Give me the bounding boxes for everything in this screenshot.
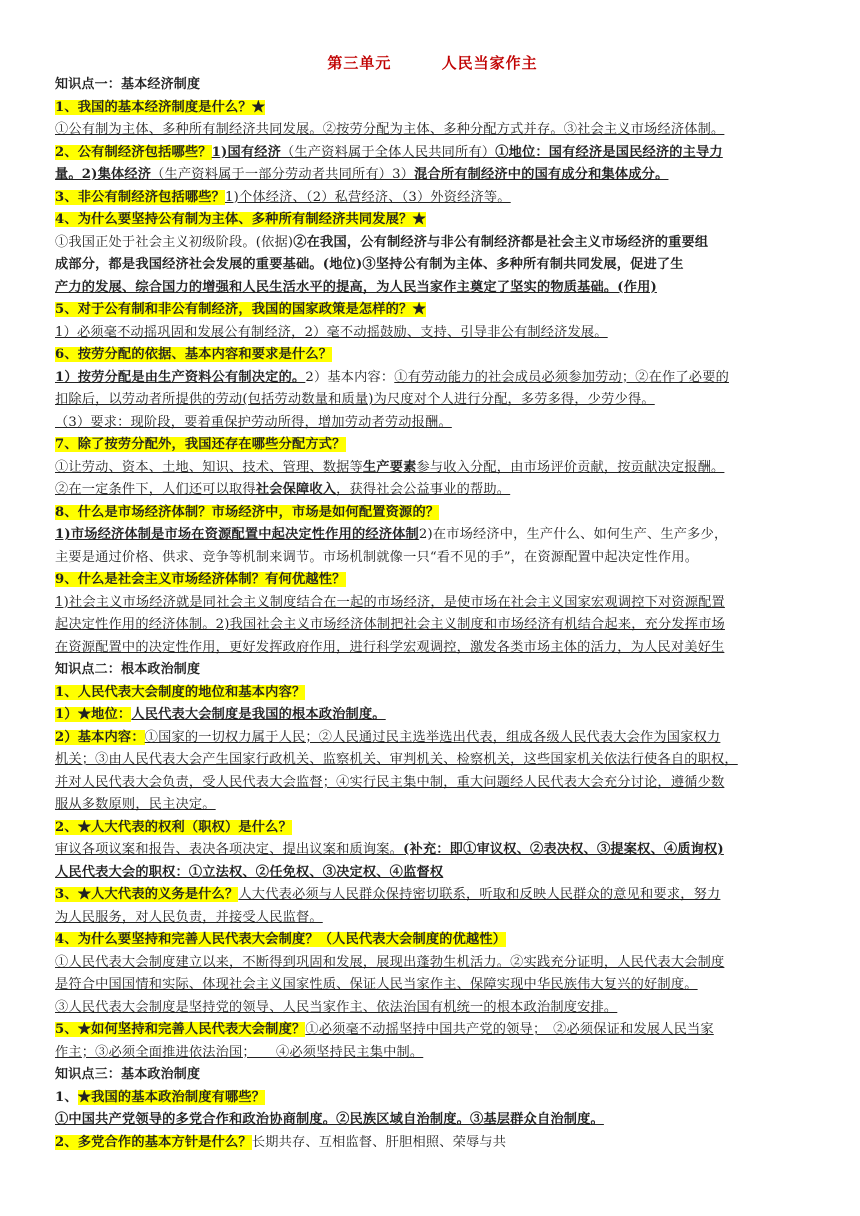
- text-segment: ①必须毫不动摇坚持中国共产党的领导； ②必须保证和发展人民当家: [305, 1022, 714, 1037]
- text-segment: ③人民代表大会制度是坚持党的领导、人民当家作主、依法治国有机统一的根本政治制度安排。: [55, 999, 618, 1015]
- text-line: [55, 997, 810, 1020]
- question-heading: 1、我国的基本经济制度是什么？★: [55, 99, 266, 115]
- text-segment: 2）基本内容：: [305, 369, 395, 385]
- question-heading: 2）基本内容：: [55, 729, 145, 745]
- text-segment: ，获得社会公益事业的帮助。: [336, 482, 511, 497]
- text-segment: 人民代表大会的职权：①立法权、②任免权、③决定权、④监督权: [55, 864, 444, 880]
- text-line: [55, 344, 810, 367]
- question-heading: 2、★人大代表的权利（职权）是什么？: [55, 819, 292, 835]
- question-heading: 5、对于公有制和非公有制经济，我国的国家政策是怎样的？★: [55, 302, 426, 317]
- text-line: [55, 1109, 810, 1132]
- text-line: [55, 1087, 810, 1110]
- text-segment: 为人民服务，对人民负责，并接受人民监督。: [55, 909, 323, 925]
- text-segment: （生产资料属于一部分劳动者共同所有）3）: [151, 167, 415, 182]
- text-line: [55, 479, 810, 502]
- text-segment: 1）必须毫不动摇巩固和发展公有制经济，2）毫不动摇鼓励、支持、引导非公有制经济发展。: [55, 324, 608, 340]
- question-heading: 1）★地位：: [55, 707, 132, 722]
- document-body: [55, 74, 810, 1154]
- text-line: [55, 772, 810, 795]
- text-segment: ①中国共产党领导的多党合作和政治协商制度。②民族区域自治制度。③基层群众自治制度。: [55, 1112, 604, 1127]
- text-line: [55, 74, 810, 97]
- text-segment: 是符合中国国情和实际、体现社会主义国家性质、保证人民当家作主、保障实现中华民族伟大复兴的好制度。: [55, 977, 698, 992]
- text-line: [55, 682, 810, 705]
- question-heading: 6、按劳分配的依据、基本内容和要求是什么？: [55, 347, 333, 362]
- text-segment: 作主；③必须全面推进依法治国； ④必须坚持民主集中制。: [55, 1044, 424, 1060]
- text-line: [55, 592, 810, 615]
- text-segment: ①国家的一切权力属于人民；②人民通过民主选举选出代表，组成各级人民代表大会作为国家权力: [144, 729, 721, 745]
- text-line: [55, 524, 810, 547]
- text-segment: ①公有制为主体、多种所有制经济共同发展。②按劳分配为主体、多种分配方式并存。③社会主义市场经济体制。: [55, 122, 725, 137]
- text-segment: 2)在市场经济中，生产什么、如何生产、生产多少，: [418, 527, 728, 542]
- text-line: [55, 569, 810, 592]
- text-segment: 起决定性作用的经济体制。2)我国社会主义市场经济体制把社会主义制度和市场经济有机结合起来，充分发挥市场: [55, 617, 725, 632]
- text-line: [55, 164, 810, 187]
- question-heading: 7、除了按劳分配外，我国还存在哪些分配方式？: [55, 437, 346, 452]
- text-line: [55, 547, 810, 570]
- text-line: [55, 1064, 810, 1087]
- text-segment: （3）要求：现阶段，要着重保护劳动所得，增加劳动者劳动报酬。: [55, 414, 452, 430]
- text-line: [55, 209, 810, 232]
- text-line: [55, 457, 810, 480]
- unit-name: 人民当家作主: [441, 54, 538, 72]
- section-heading: 知识点二：根本政治制度: [55, 662, 201, 677]
- text-line: [55, 749, 810, 772]
- question-heading: 4、为什么要坚持和完善人民代表大会制度？（人民代表大会制度的优越性）: [55, 932, 507, 947]
- text-segment: (补充：即①审议权、②表决权、③提案权、④质询权): [403, 842, 724, 857]
- document-page: [55, 52, 810, 1154]
- text-segment: 成部分，都是我国经济社会发展的重要基础。(地位)③坚持公有制为主体、多种所有制共同发展，促进了生: [55, 257, 684, 272]
- text-segment: ①我国正处于社会主义初级阶段。(依据): [55, 234, 294, 250]
- text-segment: 服从多数原则，民主决定。: [55, 797, 216, 812]
- text-line: [55, 299, 810, 322]
- text-line: [55, 704, 810, 727]
- text-segment: 并对人民代表大会负责，受人民代表大会监督；④实行民主集中制，重大问题经人民代表大会充分讨论，遵循少数: [55, 774, 725, 790]
- text-segment: 1)社会主义市场经济就是同社会主义制度结合在一起的市场经济，是使市场在社会主义国家宏观调控下对资源配置: [55, 594, 725, 610]
- text-line: [55, 907, 810, 930]
- question-heading: 5、★如何坚持和完善人民代表大会制度？: [55, 1022, 306, 1037]
- question-heading: 2、多党合作的基本方针是什么？: [55, 1134, 252, 1150]
- text-line: [55, 254, 810, 277]
- text-line: [55, 187, 810, 210]
- page-title: [55, 52, 810, 74]
- text-line: [55, 502, 810, 525]
- text-segment: 1)国有经济: [211, 144, 282, 160]
- text-line: [55, 884, 810, 907]
- text-line: [55, 1132, 810, 1155]
- text-segment: 1）按劳分配是由生产资料公有制决定的。: [55, 369, 306, 385]
- text-line: [55, 952, 810, 975]
- text-segment: 扣除后，以劳动者所提供的劳动(包括劳动数量和质量)为尺度对个人进行分配，多劳多得，少劳少得。: [55, 392, 655, 407]
- text-line: [55, 862, 810, 885]
- text-segment: （生产资料属于全体人民共同所有）: [281, 144, 496, 160]
- text-line: [55, 97, 810, 120]
- text-segment: 混合所有制经济中的国有成分和集体成分。: [414, 167, 669, 182]
- text-segment: 生产要素: [362, 459, 417, 475]
- question-heading: 3、非公有制经济包括哪些？: [55, 189, 226, 205]
- text-line: [55, 839, 810, 862]
- text-segment: 主要是通过价格、供求、竞争等机制来调节。市场机制就像一只“看不见的手”，在资源配置中起决定性作用。: [55, 549, 699, 565]
- text-segment: ①地位：国有经济是国民经济的主导力: [495, 144, 723, 160]
- text-segment: 在资源配置中的决定性作用，更好发挥政府作用，进行科学宏观调控，激发各类市场主体的活力，为人民对美好生: [55, 639, 725, 655]
- text-segment: 长期共存、互相监督、肝胆相照、荣辱与共: [251, 1134, 507, 1150]
- text-line: [55, 389, 810, 412]
- text-line: [55, 142, 810, 165]
- text-segment: 1)市场经济体制是市场在资源配置中起决定性作用的经济体制: [55, 527, 419, 542]
- text-line: [55, 412, 810, 435]
- text-segment: 参与收入分配，由市场评价贡献，按贡献决定报酬。: [416, 459, 725, 475]
- question-heading: 3、★人大代表的义务是什么？: [55, 887, 239, 902]
- text-line: [55, 434, 810, 457]
- text-segment: ②在我国，公有制经济与非公有制经济都是社会主义市场经济的重要组: [293, 234, 709, 250]
- question-heading: 2、公有制经济包括哪些？: [55, 144, 212, 160]
- text-line: [55, 794, 810, 817]
- text-line: [55, 929, 810, 952]
- question-heading: ★我国的基本政治制度有哪些？: [77, 1089, 266, 1105]
- text-line: [55, 637, 810, 660]
- text-line: [55, 974, 810, 997]
- text-segment: 1)个体经济、（2）私营经济、（3）外资经济等。: [225, 189, 511, 205]
- question-heading: 8、什么是市场经济体制？市场经济中，市场是如何配置资源的？: [55, 504, 440, 520]
- text-segment: 机关；③由人民代表大会产生国家行政机关、监察机关、审判机关、检察机关，这些国家机关依法行使各自的职权，: [55, 752, 738, 767]
- text-segment: 人民代表大会制度是我国的根本政治制度。: [131, 707, 386, 722]
- text-segment: ②在一定条件下，人们还可以取得: [55, 482, 256, 497]
- text-segment: ①让劳动、资本、土地、知识、技术、管理、数据等: [55, 459, 363, 475]
- section-heading: 知识点三：基本政治制度: [55, 1067, 201, 1082]
- unit-label: 第三单元: [327, 54, 392, 72]
- question-heading: 4、为什么要坚持公有制为主体、多种所有制经济共同发展？★: [55, 212, 426, 227]
- text-segment: 社会保障收入: [255, 482, 337, 497]
- text-line: [55, 817, 810, 840]
- text-line: [55, 659, 810, 682]
- text-line: [55, 277, 810, 300]
- text-line: [55, 614, 810, 637]
- text-segment: 量。2)集体经济: [55, 167, 152, 182]
- text-line: [55, 322, 810, 345]
- section-heading: 知识点一：基本经济制度: [55, 77, 201, 92]
- text-line: [55, 367, 810, 390]
- text-line: [55, 1019, 810, 1042]
- text-line: [55, 727, 810, 750]
- text-segment: 人大代表必须与人民群众保持密切联系，听取和反映人民群众的意见和要求，努力: [238, 887, 721, 902]
- text-segment: 审议各项议案和报告、表决各项决定、提出议案和质询案。: [55, 842, 404, 857]
- text-segment: 产力的发展、综合国力的增强和人民生活水平的提高，为人民当家作主奠定了坚实的物质基础。(作用): [55, 279, 657, 295]
- question-heading: 1、人民代表大会制度的地位和基本内容？: [55, 684, 306, 700]
- text-line: [55, 232, 810, 255]
- text-segment: ①有劳动能力的社会成员必须参加劳动；②在作了必要的: [394, 369, 729, 385]
- text-line: [55, 119, 810, 142]
- question-heading: 9、什么是社会主义市场经济体制？有何优越性？: [55, 572, 346, 587]
- text-line: [55, 1042, 810, 1065]
- text-segment: 1、: [55, 1089, 78, 1105]
- text-segment: ①人民代表大会制度建立以来，不断得到巩固和发展，展现出蓬勃生机活力。②实践充分证明，人民代表大会制度: [55, 954, 725, 970]
